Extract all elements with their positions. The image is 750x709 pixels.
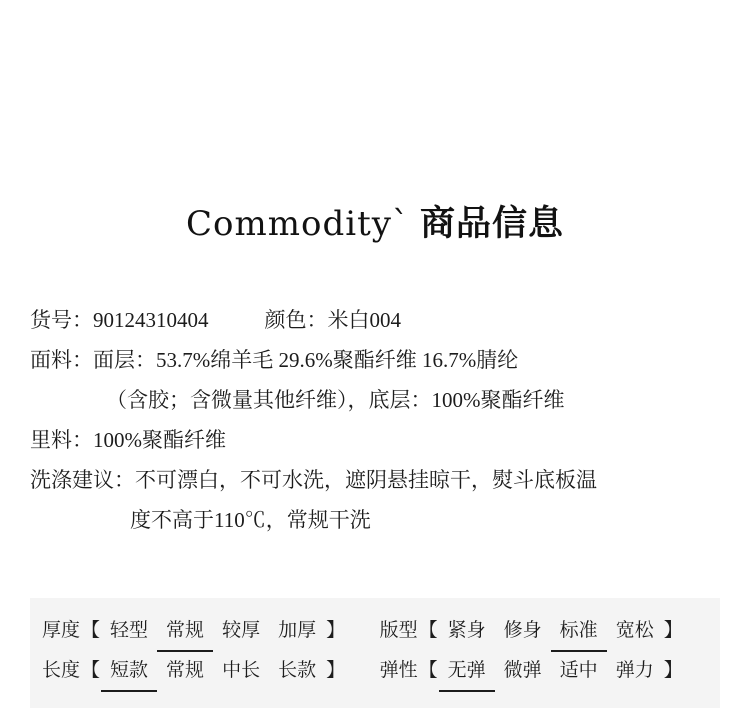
bracket-close: 】 (663, 620, 683, 641)
fabric-line-1: 面层：53.7%绵羊毛 29.6%聚酯纤维 16.7%腈纶 (93, 348, 519, 372)
attribute-option-selected[interactable]: 常规 (157, 612, 213, 652)
wash-row (30, 460, 720, 540)
wash-line-1: 不可漂白，不可水洗，遮阴悬挂晾干，熨斗底板温 (135, 468, 597, 492)
attribute-name: 长度 (42, 660, 81, 681)
bracket-close: 】 (326, 620, 346, 641)
attribute-option[interactable]: 微弹 (503, 660, 542, 681)
attribute-name: 版型 (379, 620, 418, 641)
attribute-option[interactable]: 适中 (559, 660, 598, 681)
attribute-group-thickness (42, 620, 351, 641)
item-no-row (30, 300, 720, 340)
fabric-line-2: （含胶；含微量其他纤维），底层：100%聚酯纤维 (106, 388, 565, 412)
attribute-option[interactable]: 紧身 (447, 620, 486, 641)
page-title-chinese: 商品信息 (419, 204, 564, 243)
wash-line-2: 度不高于110℃，常规干洗 (130, 508, 371, 532)
attribute-group-length (42, 660, 351, 681)
fabric-row (30, 340, 720, 420)
item-no-label: 货号： (30, 308, 93, 332)
attribute-option[interactable]: 弹力 (615, 660, 654, 681)
bracket-open: 【 (418, 660, 438, 681)
attribute-option[interactable]: 宽松 (615, 620, 654, 641)
item-no-value: 90124310404 (93, 308, 209, 332)
lining-value: 100%聚酯纤维 (93, 428, 226, 452)
attribute-group-elasticity (380, 660, 684, 681)
attribute-option[interactable]: 加厚 (278, 620, 317, 641)
attribute-row-1 (30, 612, 720, 652)
attribute-option[interactable]: 轻型 (110, 620, 149, 641)
fabric-label: 面料： (30, 348, 93, 372)
page-title (0, 196, 750, 246)
color-label: 颜色： (264, 308, 328, 332)
attribute-option-selected[interactable]: 短款 (101, 652, 157, 692)
attribute-option-selected[interactable]: 无弹 (439, 652, 495, 692)
attribute-option[interactable]: 长款 (278, 660, 317, 681)
attribute-option-selected[interactable]: 标准 (551, 612, 607, 652)
bracket-open: 【 (81, 660, 101, 681)
bracket-close: 】 (663, 660, 683, 681)
bracket-close: 】 (326, 660, 346, 681)
attribute-option[interactable]: 修身 (503, 620, 542, 641)
attribute-option[interactable]: 中长 (222, 660, 261, 681)
color-value: 米白004 (327, 308, 401, 332)
attribute-name: 厚度 (42, 620, 81, 641)
lining-label: 里料： (30, 428, 93, 452)
bracket-open: 【 (418, 620, 438, 641)
wash-label: 洗涤建议： (30, 468, 135, 492)
attribute-group-fit (380, 620, 684, 641)
attribute-option[interactable]: 较厚 (222, 620, 261, 641)
bracket-open: 【 (81, 620, 101, 641)
attribute-panel (30, 598, 720, 708)
page-title-english: Commodity` (186, 204, 410, 244)
attribute-option[interactable]: 常规 (166, 660, 205, 681)
attribute-row-2 (30, 652, 720, 692)
lining-row (30, 420, 720, 460)
attribute-name: 弹性 (379, 660, 418, 681)
product-info-block (30, 300, 720, 540)
